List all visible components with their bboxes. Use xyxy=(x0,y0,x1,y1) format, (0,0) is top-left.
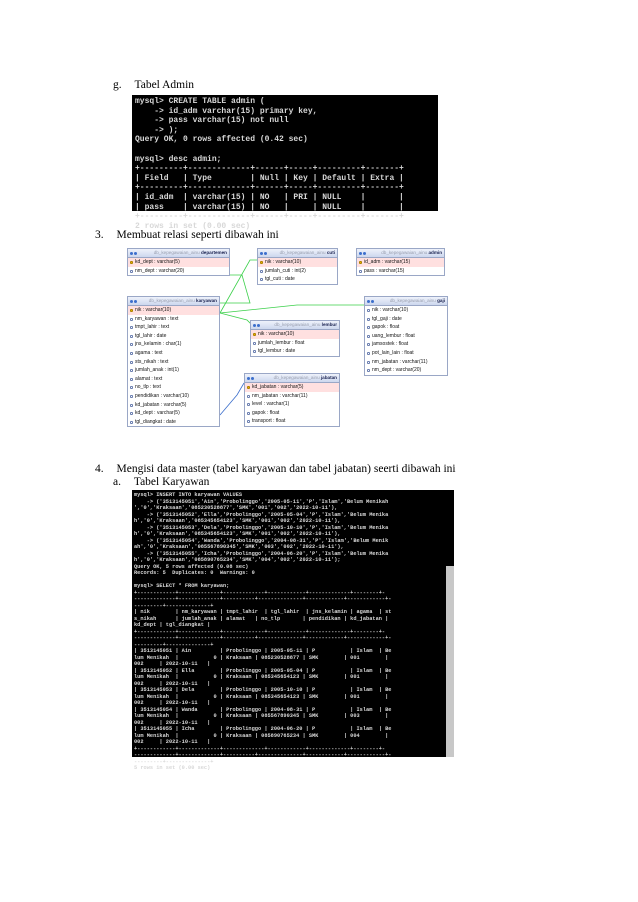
table-departemen: db_kepegawaian_ainu departemen kd_dept : varchar(5) nm_dept : varchar(20) xyxy=(127,248,230,276)
field-row: pass : varchar(15) xyxy=(357,267,444,276)
step-number: 4. xyxy=(95,463,104,475)
table-jabatan: db_kepegawaian_ainu jabatan kd_jabatan : varchar(5) nm_jabatan : varchar(11) level : varchar(1) gapok : float transport : float xyxy=(244,373,340,427)
scrollbar xyxy=(446,566,454,757)
terminal-karyawan-screenshot xyxy=(132,490,454,771)
step-3-label: Membuat relasi seperti dibawah ini xyxy=(116,229,279,241)
field-row: no_tlp : text xyxy=(128,383,219,392)
field-row: nm_karyawan : text xyxy=(128,315,219,324)
field-row: nm_jabatan : varchar(11) xyxy=(365,358,447,367)
field-row: nm_dept : varchar(20) xyxy=(128,267,229,276)
sub-a-label: Tabel Karyawan xyxy=(133,476,210,488)
field-row: level : varchar(1) xyxy=(245,400,339,409)
field-row: agama : text xyxy=(128,349,219,358)
step-number: 3. xyxy=(95,229,104,241)
terminal-admin-screenshot xyxy=(132,95,438,231)
step-4-label: Mengisi data master (tabel karyawan dan tabel jabatan) seerti dibawah ini xyxy=(116,463,456,475)
field-row: tgl_diangkat : date xyxy=(128,418,219,427)
field-row: jns_kelamin : char(1) xyxy=(128,340,219,349)
field-row: id_adm : varchar(15) xyxy=(357,258,444,267)
field-row: gapok : float xyxy=(365,323,447,332)
field-row: nm_jabatan : varchar(11) xyxy=(245,392,339,401)
field-row: transport : float xyxy=(245,417,339,426)
sub-a xyxy=(113,476,209,488)
heading-g-label: Tabel Admin xyxy=(134,79,195,91)
step-4 xyxy=(95,463,456,475)
table-lembur: db_kepegawaian_ainu lembur nik : varchar(10) jumlah_lembur : float tgl_lembur : date xyxy=(250,320,340,357)
field-row: kd_dept : varchar(5) xyxy=(128,409,219,418)
field-row: tgl_lahir : date xyxy=(128,332,219,341)
field-row: nik : varchar(10) xyxy=(258,258,337,267)
table-admin: db_kepegawaian_ainu admin id_adm : varchar(15) pass : varchar(15) xyxy=(356,248,445,276)
field-row: tgl_cuti : date xyxy=(258,275,337,284)
table-karyawan: db_kepegawaian_ainu karyawan nik : varchar(10) nm_karyawan : text tmpt_lahir : text tgl_lahir : date jns_kelamin : char(1) agama : text sts_nikah : text jumlah_anak : int(1) alamat : text no_tlp : text pendidikan : varchar(10) kd_jabatan : varchar(5) kd_dept : varchar(5) tgl_diangkat : date xyxy=(127,296,220,427)
relation-designer-screenshot xyxy=(122,245,448,438)
field-row: pendidikan : varchar(10) xyxy=(128,392,219,401)
field-row: tgl_lembur : date xyxy=(251,347,339,356)
field-row: nik : varchar(10) xyxy=(365,306,447,315)
heading-g xyxy=(113,79,194,91)
field-row: gapok : float xyxy=(245,409,339,418)
field-row: uang_lembur : float xyxy=(365,332,447,341)
field-row: kd_dept : varchar(5) xyxy=(128,258,229,267)
field-row: tgl_gaji : date xyxy=(365,315,447,324)
field-row: kd_jabatan : varchar(5) xyxy=(245,383,339,392)
list-marker: g. xyxy=(113,79,122,91)
field-row: jumlah_cuti : int(2) xyxy=(258,267,337,276)
terminal-karyawan-text: mysql> INSERT INTO karyawan VALUES -> ('3513145051','Ain','Probolinggo','2005-05-11','P','Islam','Belum Menikah ','0','Kraksaan','085230528877','SMK','001','002','2022-10-11'), -> ('3513145052','Ella','Probolinggo','2005-05-04','P','Islam','Belum Menika h','0','Kraksaan','085345654123','SMK','001','002','2022-10-11'), -> ('3513145053','Dela','Probolinggo','2005-10-10','P','Islam','Belum Menika h','0','Kraksaan','085345654123','SMK','001','002','2022-10-11'), -> ('3513145054','Wanda','Probolinggo','2004-08-31','P','Islam','Belum Menik ah','0','Kraksaan','085567890345','SMK','003','002','2022-10-11'), -> ('3513145055','Icha','Probolinggo','2004-06-20','P','Islam','Belum Menika h','0','Kraksaan','085890765234','SMK','004','002','2022-10-11'); Query OK, 5 rows affected (0.08 sec) Records: 5 Duplicates: 0 Warnings: 0 mysql> SELECT * FROM karyawan; +------------+-------------+-------------+------------+-------------+--------+- -------------+-------------+----------+--------------+------------+------------+- ---------+--------------+ | nik | nm_karyawan | tmpt_lahir | tgl_lahir | jns_kelamin | agama | st s_nikah | jumlah_anak | alamat | no_tlp | pendidikan | kd_jabatan | kd_dept | tgl_diangkat | +------------+-------------+-------------+------------+-------------+--------+- -------------+-------------+----------+--------------+------------+------------+- ---------+--------------+ | 3513145051 | Ain | Probolinggo | 2005-05-11 | P | Islam | Be lum Menikah | 0 | Kraksaan | 085230528877 | SMK | 001 | 002 | 2022-10-11 | | 3513145052 | Ella | Probolinggo | 2005-05-04 | P | Islam | Be lum Menikah | 0 | Kraksaan | 085345654123 | SMK | 001 | 002 | 2022-10-11 | | 3513145053 | Dela | Probolinggo | 2005-10-10 | P | Islam | Be lum Menikah | 0 | Kraksaan | 085345654123 | SMK | 001 | 002 | 2022-10-11 | | 3513145054 | Wanda | Probolinggo | 2004-08-31 | P | Islam | Be lum Menikah | 0 | Kraksaan | 085567890345 | SMK | 003 | 002 | 2022-10-11 | | 3513145055 | Icha | Probolinggo | 2004-06-20 | P | Islam | Be lum Menikah | 0 | Kraksaan | 085890765234 | SMK | 004 | 002 | 2022-10-11 | +------------+-------------+-------------+------------+-------------+--------+- -------------+-------------+----------+--------------+------------+------------+- ---------+--------------+ 5 rows in set (0.00 sec) xyxy=(134,492,392,771)
field-row: tmpt_lahir : text xyxy=(128,323,219,332)
field-row: alamat : text xyxy=(128,375,219,384)
terminal-admin-text: mysql> CREATE TABLE admin ( -> id_adm varchar(15) primary key, -> pass varchar(15) not null -> ); Query OK, 0 rows affected (0.42 sec) mysql> desc admin; +---------+-------------+------+-----+---------+-------+ | Field | Type | Null | Key | Default | Extra | +---------+-------------+------+-----+---------+-------+ | id_adm | varchar(15) | NO | PRI | NULL | | | pass | varchar(15) | NO | | NULL | | +---------+-------------+------+-----+---------+-------+ 2 rows in set (0.00 sec) xyxy=(135,97,404,231)
field-row: kd_jabatan : varchar(5) xyxy=(128,401,219,410)
field-row: jumlah_anak : int(1) xyxy=(128,366,219,375)
field-row: sts_nikah : text xyxy=(128,358,219,367)
table-gaji: db_kepegawaian_ainu gaji nik : varchar(10) tgl_gaji : date gapok : float uang_lembur : float jamsostek : float pot_lain_lain : float nm_jabatan : varchar(11) nm_dept : varchar(20) xyxy=(364,296,448,376)
field-row: nik : varchar(10) xyxy=(128,306,219,315)
step-3 xyxy=(95,229,279,241)
field-row: jamsostek : float xyxy=(365,340,447,349)
field-row: nik : varchar(10) xyxy=(251,330,339,339)
field-row: jumlah_lembur : float xyxy=(251,339,339,348)
list-marker: a. xyxy=(113,476,121,488)
field-row: pot_lain_lain : float xyxy=(365,349,447,358)
field-row: nm_dept : varchar(20) xyxy=(365,366,447,375)
table-cuti: db_kepegawaian_ainu cuti nik : varchar(10) jumlah_cuti : int(2) tgl_cuti : date xyxy=(257,248,338,285)
